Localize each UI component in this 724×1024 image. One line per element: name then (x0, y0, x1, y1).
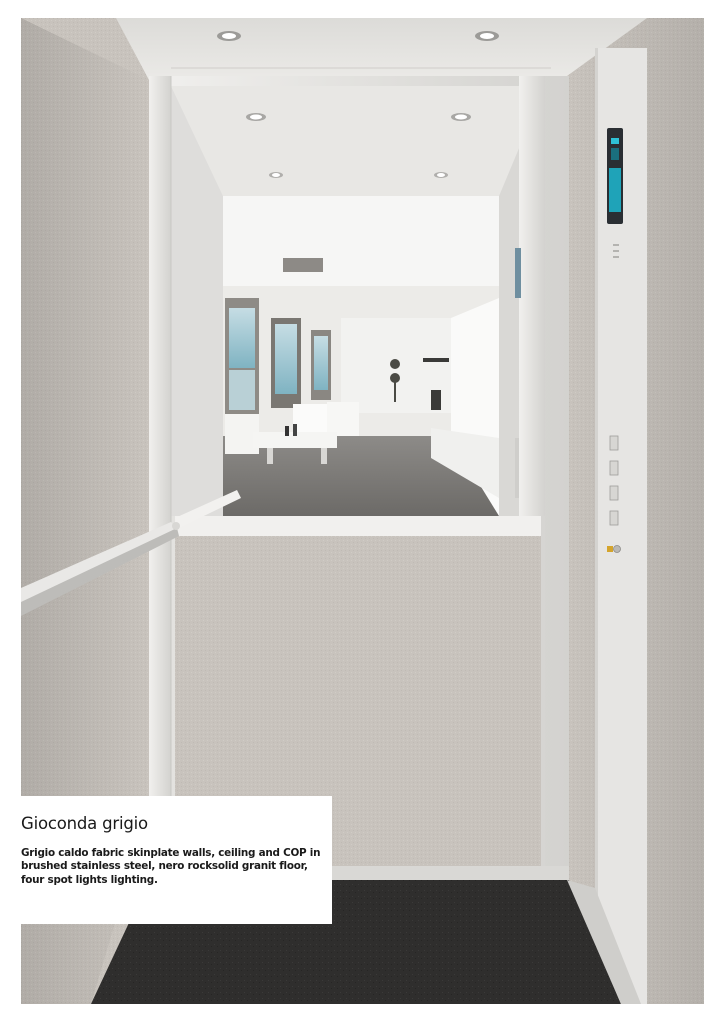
caption-description: Grigio caldo fabric skinplate walls, ceiling and COP in brushed stainless steel, nero rocksolid granit floor, four spot lights lighting. (21, 847, 321, 886)
caption-title: Gioconda grigio (21, 814, 148, 833)
caption-box (21, 796, 332, 924)
